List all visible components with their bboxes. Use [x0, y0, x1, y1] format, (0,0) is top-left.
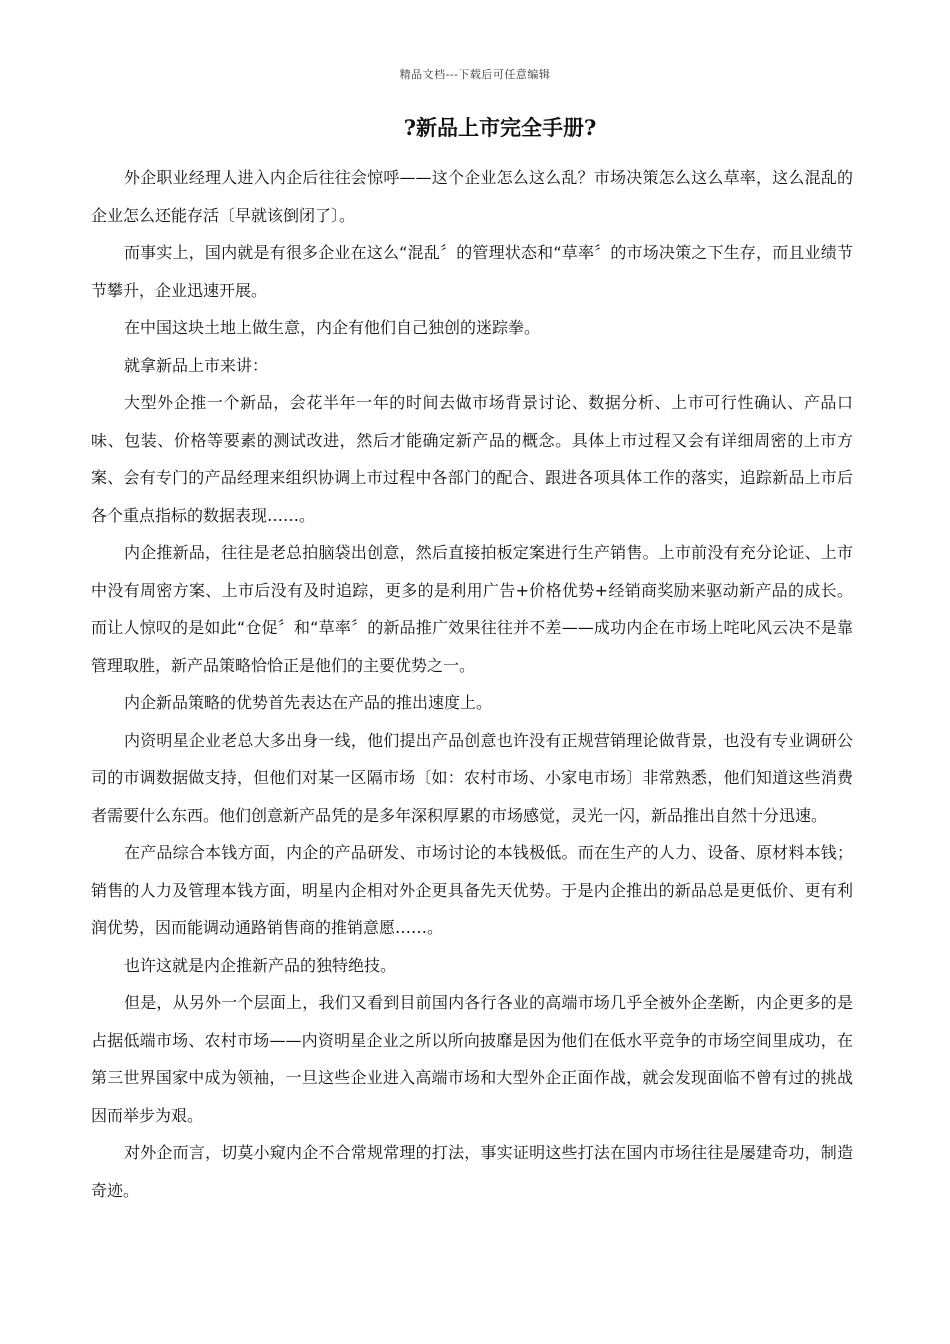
- document-title: ?新品上市完全手册?: [403, 115, 597, 140]
- paragraph: 内企推新品，往往是老总拍脑袋出创意，然后直接拍板定案进行生产销售。上市前没有充分论证、上市中没有周密方案、上市后没有及时追踪，更多的是利用广告+价格优势+经销商奖励来驱动新产品的成长。而让人惊叹的是如此“仓促〞和“草率〞的新品推广效果往往并不差——成功内企在市场上咤叱风云决不是靠管理取胜，新产品策略恰恰正是他们的主要优势之一。: [91, 543, 853, 675]
- paragraph: 对外企而言，切莫小窥内企不合常规常理的打法，事实证明这些打法在国内市场往往是屡建奇功，制造奇迹。: [91, 1143, 853, 1200]
- paragraph: 而事实上，国内就是有很多企业在这么“混乱〞的管理状态和“草率〞的市场决策之下生存，而且业绩节节攀升，企业迅速开展。: [91, 243, 853, 300]
- paragraph: 内资明星企业老总大多出身一线，他们提出产品创意也许没有正规营销理论做背景，也没有专业调研公司的市调数据做支持，但他们对某一区隔市场〔如：农村市场、小家电市场〕非常熟悉，他们知道这些消费者需要什么东西。他们创意新产品凭的是多年深积厚累的市场感觉，灵光一闪，新品推出自然十分迅速。: [91, 730, 853, 825]
- paragraph: 在中国这块土地上做生意，内企有他们自己独创的迷踪拳。: [124, 318, 541, 337]
- paragraph: 外企职业经理人进入内企后往往会惊呼——这个企业怎么这么乱？市场决策怎么这么草率，这么混乱的企业怎么还能存活〔早就该倒闭了〕。: [91, 168, 853, 225]
- paragraph: 在产品综合本钱方面，内企的产品研发、市场讨论的本钱极低。而在生产的人力、设备、原材料本钱；销售的人力及管理本钱方面，明星内企相对外企更具备先天优势。于是内企推出的新品总是更低价、更有利润优势，因而能调动通路销售商的推销意愿……。: [91, 843, 853, 937]
- header-note: 精品文档---下载后可任意编辑: [399, 68, 551, 81]
- paragraph: 也许这就是内企推新产品的独特绝技。: [124, 955, 397, 975]
- paragraph: 内企新品策略的优势首先表达在产品的推出速度上。: [124, 693, 493, 712]
- paragraph: 大型外企推一个新品，会花半年一年的时间去做市场背景讨论、数据分析、上市可行性确认、产品口味、包装、价格等要素的测试改进，然后才能确定新产品的概念。具体上市过程又会有详细周密的上市方案、会有专门的产品经理来组织协调上市过程中各部门的配合、跟进各项具体工作的落实，追踪新品上市后各个重点指标的数据表现……。: [91, 393, 853, 525]
- paragraph: 但是，从另外一个层面上，我们又看到目前国内各行各业的高端市场几乎全被外企垄断，内企更多的是占据低端市场、农村市场——内资明星企业之所以所向披靡是因为他们在低水平竞争的市场空间里成功，在第三世界国家中成为领袖，一旦这些企业进入高端市场和大型外企正面作战，就会发现面临不曾有过的挑战因而举步为艰。: [91, 993, 853, 1125]
- paragraph: 就拿新品上市来讲：: [124, 355, 269, 375]
- document-body: [91, 159, 853, 1209]
